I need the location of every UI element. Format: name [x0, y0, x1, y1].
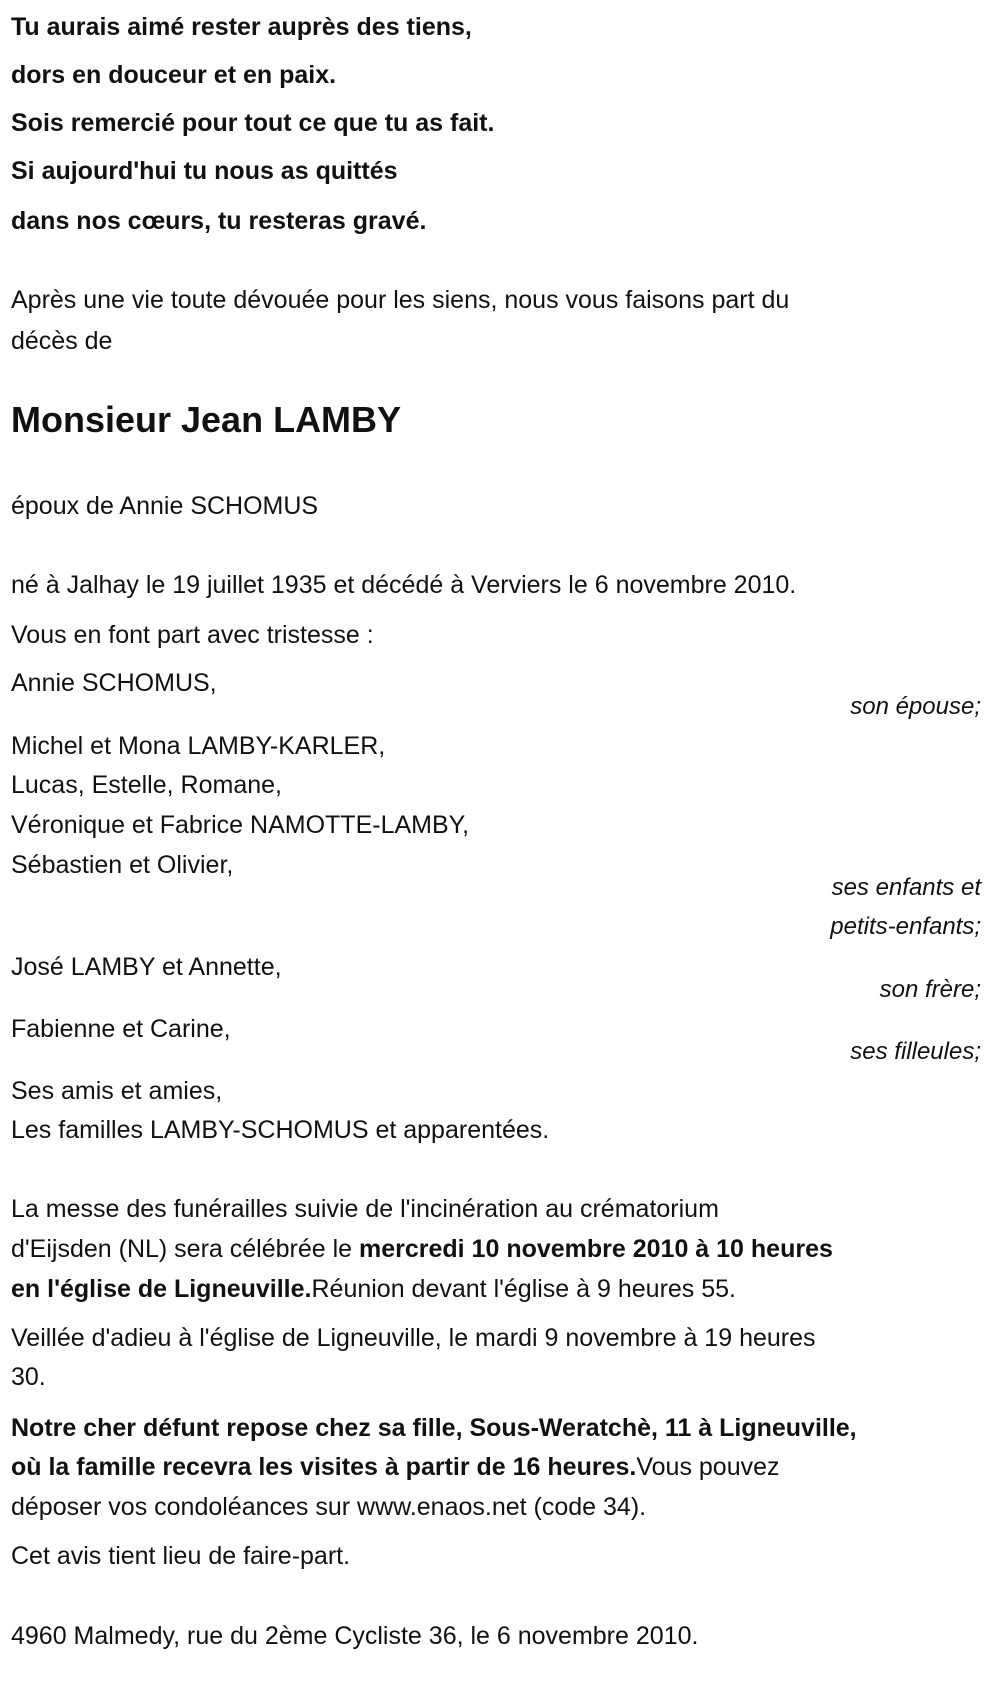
family-others: Les familles LAMBY-SCHOMUS et apparentées.	[11, 1116, 550, 1144]
spouse-line: époux de Annie SCHOMUS	[11, 492, 319, 520]
funeral-text-part: d'Eijsden (NL) sera célébrée le	[11, 1235, 359, 1263]
funeral-text	[11, 1269, 736, 1309]
intro-text: décès de	[11, 327, 113, 355]
funeral-place: en l'église de Ligneuville.	[11, 1275, 312, 1303]
intro-text: Après une vie toute dévouée pour les siens, nous vous faisons part du	[11, 286, 790, 314]
family-children: Sébastien et Olivier,	[11, 851, 234, 879]
funeral-text	[11, 1229, 833, 1269]
vigil-text: 30.	[11, 1363, 46, 1391]
condolences-text: déposer vos condoléances sur www.enaos.net (code 34).	[11, 1493, 647, 1521]
rest-text	[11, 1447, 780, 1487]
funeral-meeting: Réunion devant l'église à 9 heures 55.	[311, 1275, 736, 1303]
vigil-text: Veillée d'adieu à l'église de Ligneuville, le mardi 9 novembre à 19 heures	[11, 1324, 816, 1352]
announce: Vous en font part avec tristesse :	[11, 621, 374, 649]
rest-text: Notre cher défunt repose chez sa fille, Sous-Weratchè, 11 à Ligneuville,	[11, 1414, 857, 1442]
family-spouse: Annie SCHOMUS,	[11, 669, 217, 697]
poem-line: Si aujourd'hui tu nous as quittés	[11, 157, 398, 185]
family-others: Ses amis et amies,	[11, 1077, 223, 1105]
family-children: Michel et Mona LAMBY-KARLER,	[11, 732, 386, 760]
family-children: Véronique et Fabrice NAMOTTE-LAMBY,	[11, 811, 470, 839]
visits-text: où la famille recevra les visites à partir de 16 heures.	[11, 1453, 637, 1481]
notice: Cet avis tient lieu de faire-part.	[11, 1542, 351, 1570]
family-godchildren: Fabienne et Carine,	[11, 1015, 231, 1043]
condolences-text: Vous pouvez	[636, 1453, 780, 1481]
poem-line: dors en douceur et en paix.	[11, 61, 337, 89]
funeral-text: La messe des funérailles suivie de l'incinération au crématorium	[11, 1195, 719, 1223]
family-role: son frère;	[879, 976, 981, 1003]
poem-line: dans nos cœurs, tu resteras gravé.	[11, 207, 427, 235]
family-role: ses enfants et	[831, 874, 981, 901]
family-role: son épouse;	[850, 693, 981, 720]
family-role: petits-enfants;	[830, 913, 981, 940]
poem-line: Sois remercié pour tout ce que tu as fait.	[11, 109, 495, 137]
poem-line: Tu aurais aimé rester auprès des tiens,	[11, 13, 472, 41]
birth-death: né à Jalhay le 19 juillet 1935 et décédé à Verviers le 6 novembre 2010.	[11, 571, 797, 599]
family-brother: José LAMBY et Annette,	[11, 953, 282, 981]
family-role: ses filleules;	[850, 1038, 981, 1065]
funeral-date: mercredi 10 novembre 2010 à 10 heures	[359, 1235, 833, 1263]
place-date: 4960 Malmedy, rue du 2ème Cycliste 36, le 6 novembre 2010.	[11, 1622, 699, 1650]
deceased-name: Monsieur Jean LAMBY	[11, 399, 402, 440]
family-children: Lucas, Estelle, Romane,	[11, 771, 282, 799]
